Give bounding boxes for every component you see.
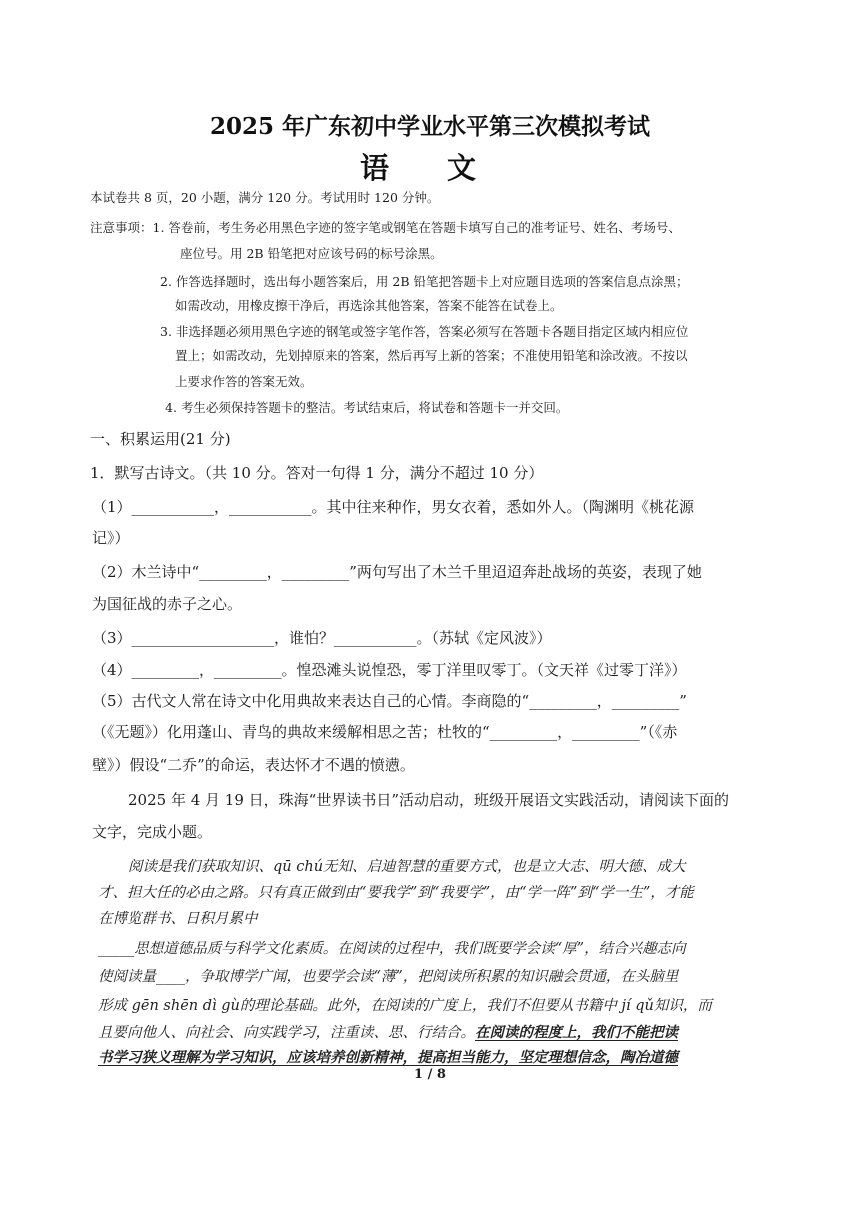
question-1-item: 记》） (92, 529, 130, 547)
question-1-item: 壁》）假设“二乔”的命运，表达怀才不遇的愤懑。 (92, 756, 415, 774)
question-1-item: （5）古代文人常在诗文中化用典故来表达自己的心情。李商隐的“_________，_________” (92, 692, 687, 710)
note-line: 4. 考生必须保持答题卡的整洁。考试结束后，将试卷和答题卡一并交回。 (165, 400, 569, 415)
underlined-sentence: 书学习狭义理解为学习知识，应该培养创新精神，提高担当能力，坚定理想信念，陶冶道德 (98, 1049, 678, 1066)
passage-line: 使阅读量____，争取博学广闻，也要学会读“薄”，把阅读所积累的知识融会贯通，在头脑里 (98, 969, 679, 985)
question-1-item: （《无题》）化用蓬山、青鸟的典故来缓解相思之苦；杜牧的“_________，_________”（《赤 (92, 723, 678, 741)
page-number: 1 / 8 (414, 1067, 446, 1082)
note-line: 注意事项：1. 答卷前，考生务必用黑色字迹的签字笔或钢笔在答题卡填写自己的准考证号、姓名、考场号、 (90, 220, 681, 235)
passage-line (98, 1021, 678, 1042)
question-1-item: （4）_________，_________。惶恐滩头说惶恐，零丁洋里叹零丁。（文天祥《过零丁洋》） (92, 661, 687, 679)
section-heading: 一、积累运用(21 分) (90, 430, 231, 448)
question-1-item: （3）___________________，谁怕？___________。（苏轼《定风波》） (92, 629, 552, 647)
activity-intro: 2025 年 4 月 19 日，珠海“世界读书日”活动启动，班级开展语文实践活动，请阅读下面的 (128, 791, 729, 809)
note-line: 座位号。用 2B 铅笔把对应该号码的标号涂黑。 (180, 246, 443, 261)
underlined-sentence: 在阅读的程度上，我们不能把读 (475, 1024, 678, 1041)
exam-intro: 本试卷共 8 页，20 小题，满分 120 分。考试用时 120 分钟。 (90, 190, 440, 205)
subject-title: 语 文 (359, 151, 501, 185)
question-1-item: 为国征战的赤子之心。 (92, 595, 243, 613)
passage-line: 才、担大任的必由之路。只有真正做到由“要我学”到“我要学”，由“学一阵”到“学一生”，才能 (98, 885, 694, 901)
note-line: 上要求作答的答案无效。 (175, 374, 313, 389)
note-line: 3. 非选择题必须用黑色字迹的钢笔或签字笔作答，答案必须写在答题卡各题目指定区域内相应位 (160, 324, 689, 339)
passage-line: _____思想道德品质与科学文化素质。在阅读的过程中，我们既要学会读“厚”，结合兴趣志向 (98, 941, 686, 957)
note-line: 2. 作答选择题时，选出每小题答案后，用 2B 铅笔把答题卡上对应题目选项的答案信息点涂黑； (160, 274, 689, 289)
note-line: 置上；如需改动，先划掉原来的答案，然后再写上新的答案；不准使用铅笔和涂改液。不按以 (175, 348, 688, 363)
note-line: 如需改动，用橡皮擦干净后，再选涂其他答案，答案不能答在试卷上。 (175, 298, 563, 313)
exam-title: 2025 年广东初中学业水平第三次模拟考试 (209, 113, 651, 140)
question-1-item: （1）___________，___________。其中往来种作，男女衣着，悉如外人。（陶渊明《桃花源 (92, 498, 695, 516)
passage-line: 阅读是我们获取知识、qū chú无知、启迪智慧的重要方式，也是立大志、明大德、成大 (128, 859, 686, 875)
passage-line: 在博览群书、日积月累中 (98, 911, 258, 927)
question-1-stem: 1．默写古诗文。（共 10 分。答对一句得 1 分，满分不超过 10 分） (90, 464, 544, 482)
question-1-item: （2）木兰诗中“_________，_________”两句写出了木兰千里迢迢奔赴战场的英姿，表现了她 (92, 563, 702, 581)
passage-line: 形成 gēn shēn dì gù的理论基础。此外，在阅读的广度上，我们不但要从书籍中 jí qǔ知识，而 (98, 998, 712, 1014)
activity-intro: 文字，完成小题。 (92, 823, 213, 841)
passage-plain: 且要向他人、向社会、向实践学习，注重读、思、行结合。 (98, 1025, 475, 1041)
